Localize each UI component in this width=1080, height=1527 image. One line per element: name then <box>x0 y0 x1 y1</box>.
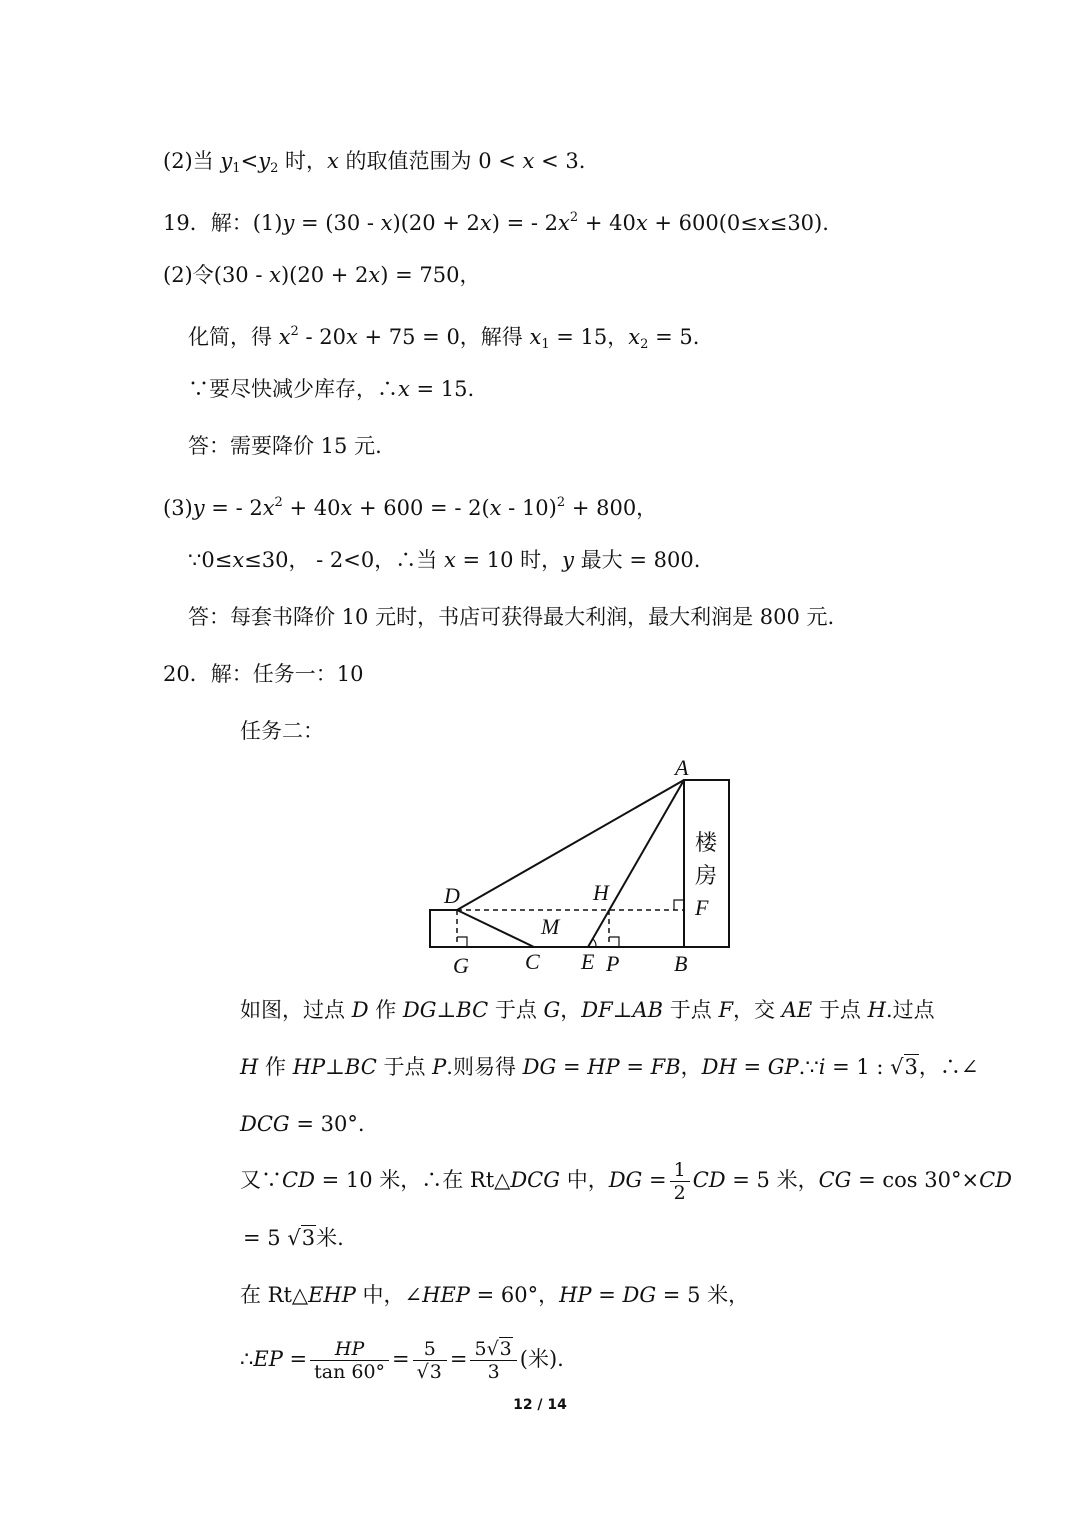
angle-arc-e <box>593 939 596 947</box>
line-q20-cg: = 5 √3米. <box>243 1226 344 1250</box>
line-q20-construction: 如图，过点 D 作 DG⊥BC 于点 G，DF⊥AB 于点 F，交 AE 于点 H.过点 <box>240 998 935 1022</box>
line-q19-choose: ∵要尽快减少库存，∴x = 15. <box>188 377 475 401</box>
line-q20-construction-2: H 作 HP⊥BC 于点 P.则易得 DG = HP = FB，DH = GP.∵i = 1 : √3，∴∠ <box>240 1055 979 1079</box>
label-m: M <box>541 914 560 939</box>
label-building-2: 房 <box>695 863 718 888</box>
label-a: A <box>675 755 689 780</box>
right-angle-p <box>609 937 619 947</box>
line-q19-answer3: 答：每套书降价 10 元时，书店可获得最大利润，最大利润是 800 元. <box>188 605 835 629</box>
label-p: P <box>606 951 620 976</box>
line-q20-ep: ∴EP = $\frac{HP}{\tan 60^\circ}$ = $\frac{5}{√3}$ = $\frac{5√3}{3}$ (米). <box>240 1338 564 1383</box>
line-q19-max: ∵0≤x≤30， - 2<0，∴当 x = 10 时，y 最大 = 800. <box>188 548 701 572</box>
geometry-figure <box>420 755 760 980</box>
segment-da <box>457 780 684 910</box>
label-c: C <box>525 949 540 974</box>
right-angle-f <box>674 900 684 910</box>
label-h: H <box>593 880 609 905</box>
line-q19-part1: 19．解：(1)y = (30 - x)(20 + 2x) = - $2x^2 + 40x + 600(0\le x\le 30)$. <box>163 210 829 235</box>
line-q19-answer2: 答：需要降价 15 元. <box>188 434 382 458</box>
segment-dc <box>457 910 534 947</box>
label-building-1: 楼 <box>695 830 718 855</box>
slope-block <box>430 910 457 947</box>
label-b: B <box>674 951 688 976</box>
line-part2-range: (2)当 $y_1<y_2$ 时，x 的取值范围为 0 < x < 3. <box>163 149 586 176</box>
label-g: G <box>453 953 469 978</box>
line-q20-task2: 任务二： <box>240 719 324 743</box>
page-number: 12 / 14 <box>513 1397 567 1413</box>
line-q19-part3: (3)y = - $2x^2 + 40x + 600$ = - 2(x - 10)$^2$ + 800， <box>163 495 658 520</box>
segment-ae <box>588 780 684 947</box>
label-d: D <box>444 883 460 908</box>
right-angle-g <box>457 937 467 947</box>
line-q20-angle: DCG = 30°. <box>240 1112 365 1136</box>
line-q19-simplify: 化简，得 $x^2 - 20x + 75 = 0$，解得 $x_1 = 15$，$x_2 = 5$. <box>188 324 700 352</box>
line-q20-ehp: 在 Rt△EHP 中，∠HEP = 60°，HP = DG = 5 米， <box>240 1283 750 1307</box>
line-q20-dcg: 又∵CD = 10 米，∴在 Rt△DCG 中，DG = $\frac{1}{2}$ CD = 5 米，CG = cos 30°×CD <box>240 1159 1012 1204</box>
line-q19-part2-equation: (2)令(30 - x)(20 + 2x) = 750， <box>163 263 481 287</box>
label-f: F <box>695 895 709 920</box>
line-q20-task1: 20．解：任务一：10 <box>163 662 364 686</box>
label-e: E <box>581 949 595 974</box>
